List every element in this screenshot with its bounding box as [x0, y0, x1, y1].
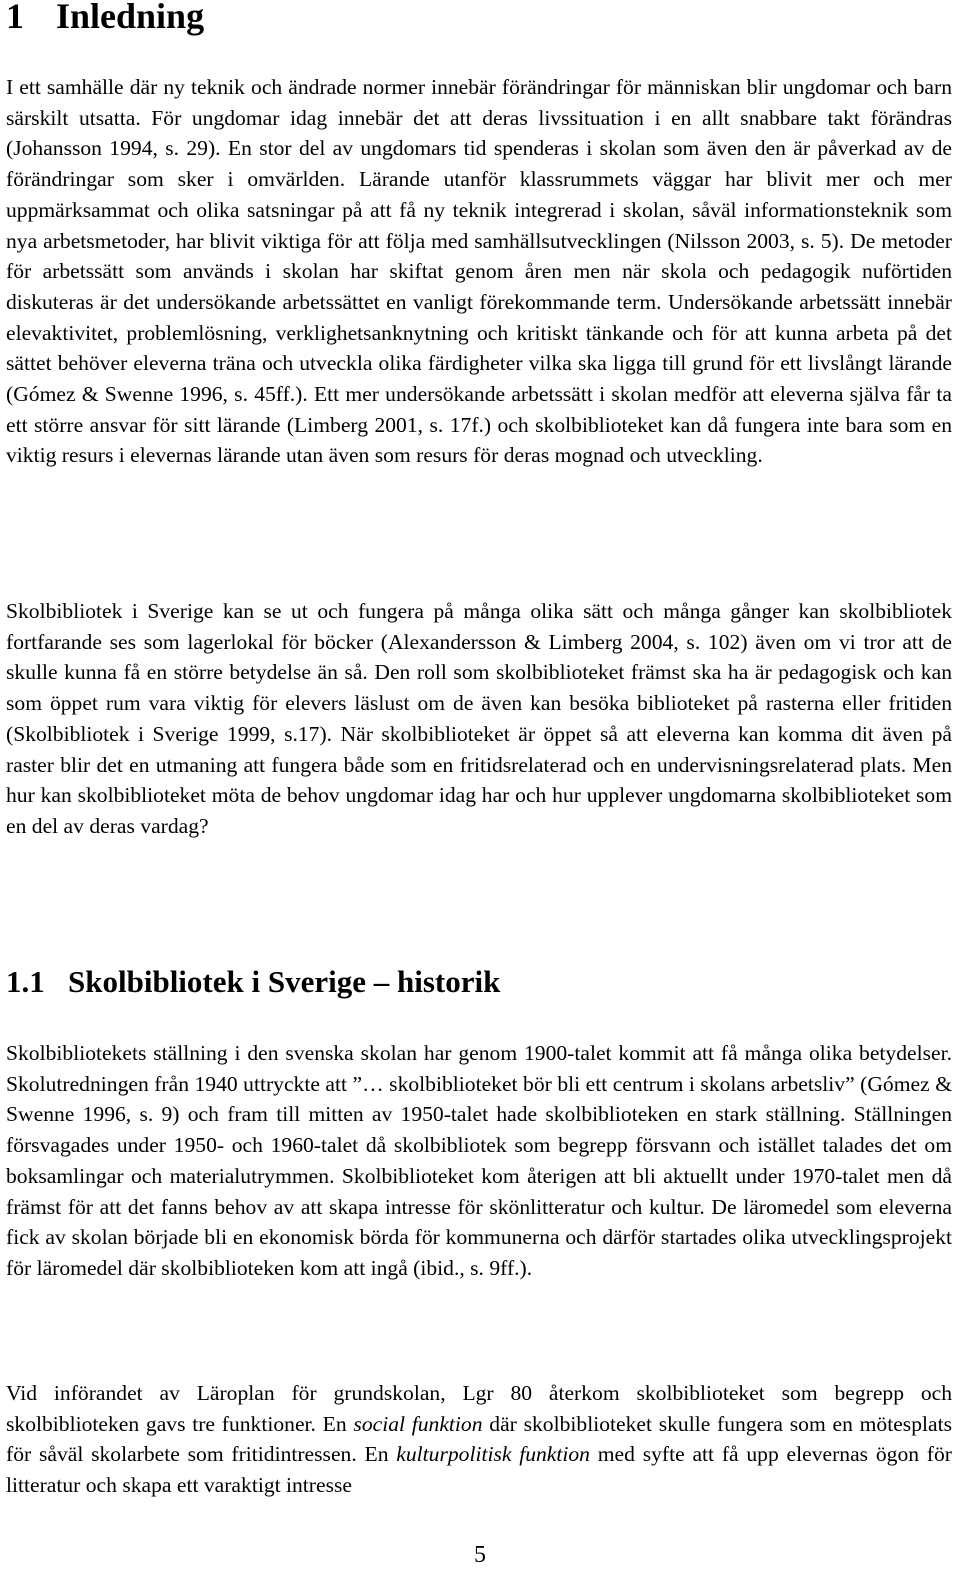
paragraph-school-libraries: Skolbibliotek i Sverige kan se ut och fungera på många olika sätt och många gånger kan skolbibliotek fortfarande ses som lagerlokal för böcker (Alexandersson & Limberg 2004, s. 102) även om vi tror att de skulle kunna få en större betydelse än så. Den roll som skolbiblioteket främst ska ha är pedagogisk och kan som öppet rum vara viktig för elevers läslust om de även kan besöka biblioteket på rasterna eller fritiden (Skolbibliotek i Sverige 1999, s.17). När skolbiblioteket är öppet så att eleverna kan komma dit även på raster blir det en utmaning att fungera både som en fritidsrelaterad och en undervisningsrelaterad plats. Men hur kan skolbiblioteket möta de behov ungdomar idag har och hur upplever ungdomarna skolbiblioteket som en del av deras vardag?	[6, 599, 952, 838]
section-heading	[6, 962, 500, 1002]
chapter-title: Inledning	[56, 0, 205, 36]
paragraph-history: Skolbibliotekets ställning i den svenska skolan har genom 1900-talet kommit att få många olika betydelser. Skolutredningen från 1940 uttryckte att ”… skolbiblioteket bör bli ett centrum i skolans arbetsliv” (Gómez & Swenne 1996, s. 9) och fram till mitten av 1950-talet hade skolbiblioteken en stark ställning. Ställningen försvagades under 1950- och 1960-talet då skolbibliotek som begrepp försvann och istället talades det om boksamlingar och materialutrymmen. Skolbiblioteket kom återigen att bli aktuellt under 1970-talet men då främst för att det fanns behov av att skapa intresse för skönlitteratur och kultur. De läromedel som eleverna fick av skolan började bli en ekonomisk börda för kommunerna och därför startades olika utvecklingsprojekt för läromedel där skolbiblioteken kom att ingå (ibid., s. 9ff.).	[6, 1041, 952, 1280]
paragraph-lgr80-part3: med syfte att få upp elevernas ögon för litteratur och skapa ett varaktigt intresse	[6, 1442, 952, 1498]
paragraph-lgr80	[6, 1378, 952, 1501]
page-number: 5	[474, 1542, 486, 1568]
section-number: 1.1	[6, 964, 45, 999]
paragraph-intro: I ett samhälle där ny teknik och ändrade normer innebär förändringar för människan blir ungdomar och barn särskilt utsatta. För ungdomar idag innebär det att deras livssituation i en allt snabbare takt förändras (Johansson 1994, s. 29). En stor del av ungdomars tid spenderas i skolan som även den är påverkad av de förändringar som sker i omvärlden. Lärande utanför klassrummets väggar har blivit mer och mer uppmärksammat och olika satsningar på att få ny teknik integrerad i skolan, såväl informationsteknik som nya arbetsmetoder, har blivit viktiga för att följa med samhällsutvecklingen (Nilsson 2003, s. 5). De metoder för arbetssätt som används i skolan har skiftat genom åren men när skola och pedagogik nuförtiden diskuteras är det undersökande arbetssättet en vanligt förekommande term. Undersökande arbetssätt innebär elevaktivitet, problemlösning, verklighetsanknytning och kritiskt tänkande och för att kunna arbeta på det sättet behöver eleverna träna och utveckla olika färdigheter vilka ska ligga till grund för ett livslångt lärande (Gómez & Swenne 1996, s. 45ff.). Ett mer undersökande arbetssätt i skolan medför att eleverna själva får ta ett större ansvar för sitt lärande (Limberg 2001, s. 17f.) och skolbiblioteket kan då fungera inte bara som en viktig resurs i elevernas lärande utan även som resurs för deras mognad och utveckling.	[6, 75, 952, 468]
chapter-heading	[6, 0, 204, 36]
chapter-number: 1	[6, 0, 24, 36]
paragraph-lgr80-part1: Vid införandet av Läroplan för grundskolan, Lgr 80 återkom skolbiblioteket som begrepp och skolbiblioteken gavs tre funktioner. En	[6, 1381, 952, 1436]
emphasis-cultural-function: kulturpolitisk funktion	[396, 1442, 590, 1467]
section-title: Skolbibliotek i Sverige – historik	[68, 964, 501, 999]
paragraph-lgr80-part2: där skolbiblioteket skulle fungera som en mötesplats för såväl skolarbete som fritidintressen. En	[6, 1411, 952, 1467]
emphasis-social-function: social funktion	[353, 1411, 483, 1436]
